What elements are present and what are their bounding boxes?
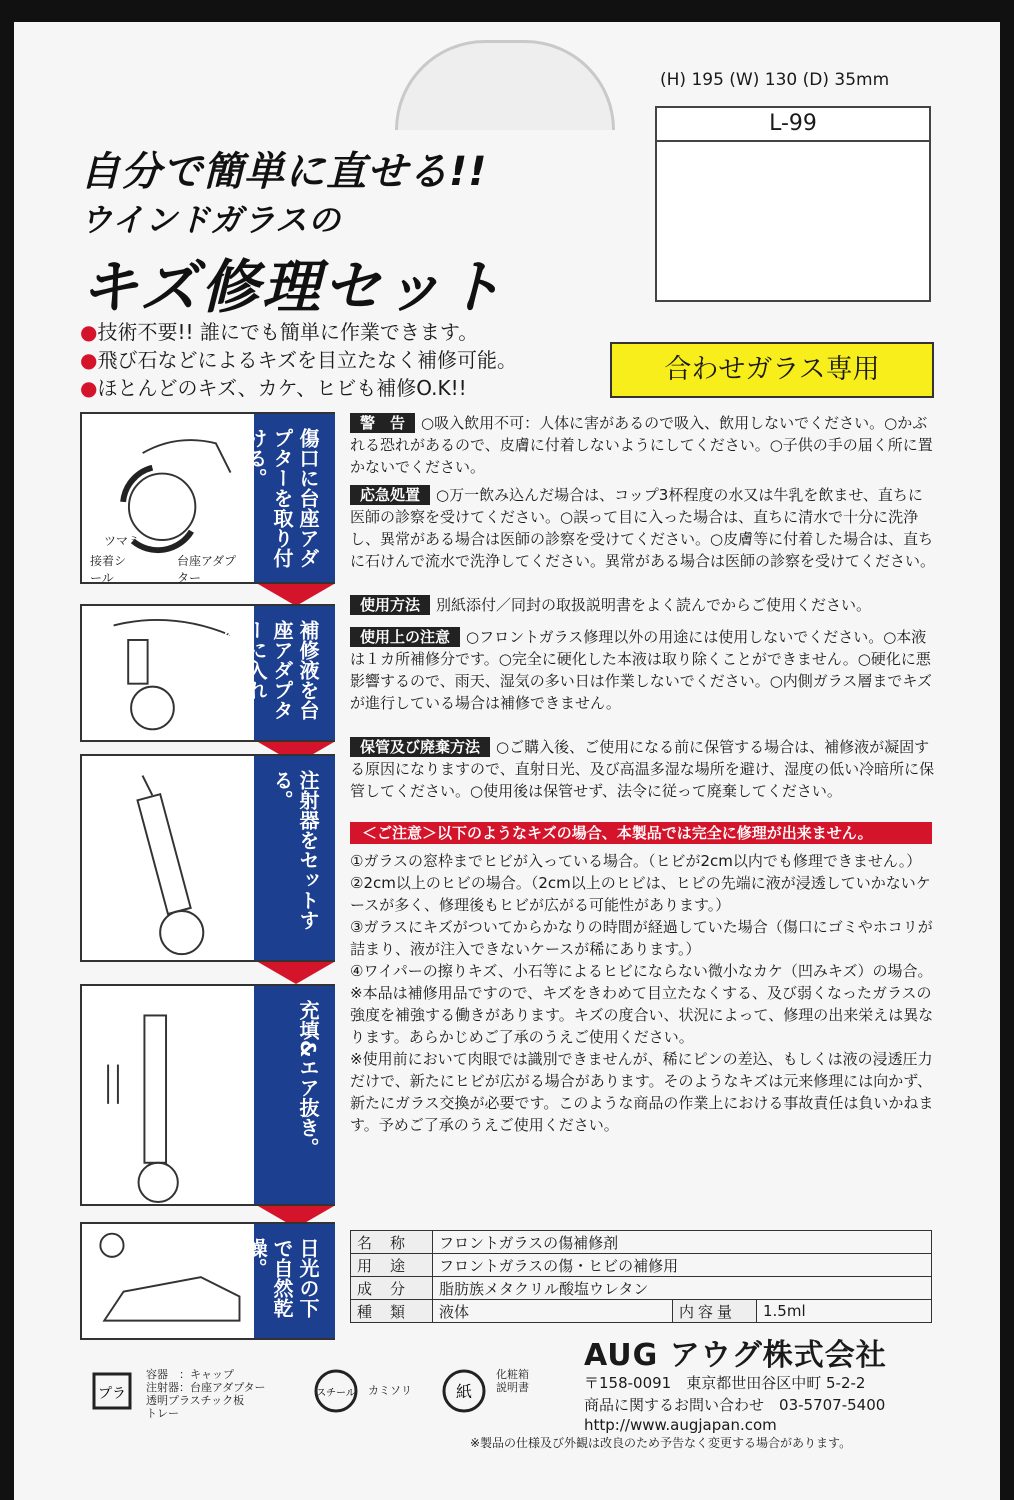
warning-section xyxy=(350,412,935,478)
usage-text: 別紙添付／同封の取扱説明書をよく読んでからご使用ください。 xyxy=(436,596,872,614)
step-5-text: 日光の下で自然乾燥。 xyxy=(244,1238,320,1318)
warning-label: 警 告 xyxy=(350,413,415,433)
first-aid-text: ○万一飲み込んだ場合は、コップ3杯程度の水又は牛乳を飲ませ、直ちに医師の診察を受けてください。○誤って目に入った場合は、直ちに清水で十分に洗浄し、異常がある場合は医師の診察を受けてください。○皮膚等に付着した場合は、直ちに石けんで流水で洗浄してください。異常がある場合は医師の診察を受けてください。 xyxy=(350,486,936,570)
spec-row xyxy=(351,1254,932,1277)
company-url: http://www.augjapan.com xyxy=(584,1416,777,1434)
part-label-adapter: 台座アダプター xyxy=(177,554,237,585)
spec-table xyxy=(350,1230,932,1323)
notice-item: ①ガラスの窓枠までヒビが入っている場合。（ヒビが2cm以内でも修理できません。） xyxy=(350,852,922,870)
model-number: L-99 xyxy=(657,108,929,142)
warning-text: ○吸入飲用不可：人体に害があるので吸入、飲用しないでください。○かぶれる恐れがあるので、皮膚に付着しないようにしてください。○子供の手の届く所に置かないでください。 xyxy=(350,414,933,476)
steel-parts: カミソリ xyxy=(368,1384,412,1397)
plastic-parts: 容器 ：キャップ 注射器：台座アダプター 透明プラスチック板 トレー xyxy=(146,1368,266,1420)
first-aid-label: 応急処置 xyxy=(350,485,430,505)
step-4-text: 充填&エア抜き。 xyxy=(296,1000,320,1158)
usage-label: 使用方法 xyxy=(350,595,430,615)
spec-value: 脂肪族メタクリル酸塩ウレタン xyxy=(433,1277,932,1300)
company-contact: 商品に関するお問い合わせ 03-5707-5400 xyxy=(584,1396,886,1414)
paper-recycle-icon xyxy=(438,1368,490,1414)
paper-parts: 化粧箱 説明書 xyxy=(496,1368,529,1394)
spec-value: フロントガラスの傷・ヒビの補修用 xyxy=(433,1254,932,1277)
notice-list xyxy=(350,850,935,1136)
spec-value: フロントガラスの傷補修剤 xyxy=(433,1231,932,1254)
arrow-1 xyxy=(258,584,334,606)
plastic-recycle-icon xyxy=(86,1368,138,1414)
caution-text: ○フロントガラス修理以外の用途には使用しないでください。○本液は１カ所補修分です。○完全に硬化した本液は取り除くことができません。○硬化に悪影響するので、雨天、湿気の多い日は作業しないでください。○内側ガラス層までキズが進行している場合は補修できません。 xyxy=(350,628,933,712)
spec-key: 成分 xyxy=(351,1277,433,1300)
step-1-text: 傷口に台座アダプターを取り付ける。 xyxy=(244,428,320,568)
usage-section xyxy=(350,594,935,616)
feature-1: ●技術不要!! 誰にでも簡単に作業できます。 xyxy=(80,320,479,344)
spec-value: 1.5ml xyxy=(757,1300,932,1323)
step-2 xyxy=(80,604,335,742)
storage-section xyxy=(350,736,935,802)
caution-section xyxy=(350,626,935,714)
spec-row xyxy=(351,1277,932,1300)
step-2-text: 補修液を台座アダプターに入れる。 xyxy=(218,620,320,720)
notice-bar: ＜ご注意＞以下のようなキズの場合、本製品では完全に修理が出来ません。 xyxy=(350,822,932,844)
spec-row xyxy=(351,1231,932,1254)
notice-item: ②2cm以上のヒビの場合。（2cm以上のヒビは、ヒビの先端に液が浸透していかないケースが多く、修理後もヒビが広がる可能性があります。） xyxy=(350,874,931,914)
footer-note: ※製品の仕様及び外観は改良のため予告なく変更する場合があります。 xyxy=(470,1436,852,1450)
spec-value: 液体 xyxy=(433,1300,673,1323)
step-3-illustration xyxy=(82,756,254,960)
first-aid-section xyxy=(350,484,935,572)
step-3 xyxy=(80,754,335,962)
spec-key: 用途 xyxy=(351,1254,433,1277)
steel-recycle-icon xyxy=(310,1368,362,1414)
arrow-3 xyxy=(258,962,334,984)
feature-2: ●飛び石などによるキズを目立たなく補修可能。 xyxy=(80,348,518,372)
spec-key: 名称 xyxy=(351,1231,433,1254)
notice-item: ③ガラスにキズがついてからかなりの時間が経過していた場合（傷口にゴミやホコリが詰まり、液が注入できないケースが稀にあります。） xyxy=(350,918,933,958)
step-3-text: 注射器をセットする。 xyxy=(270,770,320,930)
spec-key: 内容量 xyxy=(673,1300,757,1323)
spec-key: 種類 xyxy=(351,1300,433,1323)
storage-text: ○ご購入後、ご使用になる前に保管する場合は、補修液が凝固する原因になりますので、直射日光、及び高温多湿な場所を避け、湿度の低い冷暗所に保管してください。○使用後は保管せず、法令に従って廃棄してください。 xyxy=(350,738,935,800)
feature-3: ●ほとんどのキズ、カケ、ヒビも補修O.K!! xyxy=(80,376,467,400)
step-5-illustration xyxy=(82,1224,254,1338)
model-box xyxy=(655,106,931,302)
caution-label: 使用上の注意 xyxy=(350,627,460,647)
step-4 xyxy=(80,984,335,1206)
step-5 xyxy=(80,1222,335,1340)
company-logo: AUG アウグ株式会社 xyxy=(584,1338,887,1373)
notice-item: ※使用前において肉眼では識別できませんが、稀にピンの差込、もしくは液の浸透圧力だけで、新たにヒビが広がる場合があります。そのようなキズは元来修理には向かず、新たにガラス交換が必要です。このような商品の作業上における事故責任は負いかねます。予めご了承のうえご使用ください。 xyxy=(350,1050,934,1134)
notice-item: ※本品は補修用品ですので、キズをきわめて目立たなくする、及び弱くなったガラスの強度を補強する働きがあります。キズの度合い、状況によって、修理の出来栄えは異なります。あらかじめご了承のうえご使用ください。 xyxy=(350,984,934,1046)
headline-1: 自分で簡単に直せる!! xyxy=(80,149,488,195)
step-4-illustration xyxy=(82,986,254,1204)
notice-item: ④ワイパーの擦りキズ、小石等によるヒビにならない微小なカケ（凹みキズ）の場合。 xyxy=(350,962,933,980)
svg-text:プラ: プラ xyxy=(98,1386,126,1402)
spec-row xyxy=(351,1300,932,1323)
part-label-knob: ツマミ xyxy=(104,534,141,548)
storage-label: 保管及び廃棄方法 xyxy=(350,737,490,757)
headline-3: キズ修理セット xyxy=(80,253,506,321)
step-1 xyxy=(80,412,335,584)
laminated-glass-label: 合わせガラス専用 xyxy=(610,342,934,398)
headline-2: ウインドガラスの xyxy=(80,201,342,239)
company-address: 〒158-0091 東京都世田谷区中町 5-2-2 xyxy=(584,1374,866,1392)
part-label-seal: 接着シール xyxy=(90,554,127,585)
svg-text:スチール: スチール xyxy=(316,1388,356,1399)
dimensions: (H) 195 (W) 130 (D) 35mm xyxy=(660,70,890,90)
svg-text:紙: 紙 xyxy=(455,1382,473,1401)
